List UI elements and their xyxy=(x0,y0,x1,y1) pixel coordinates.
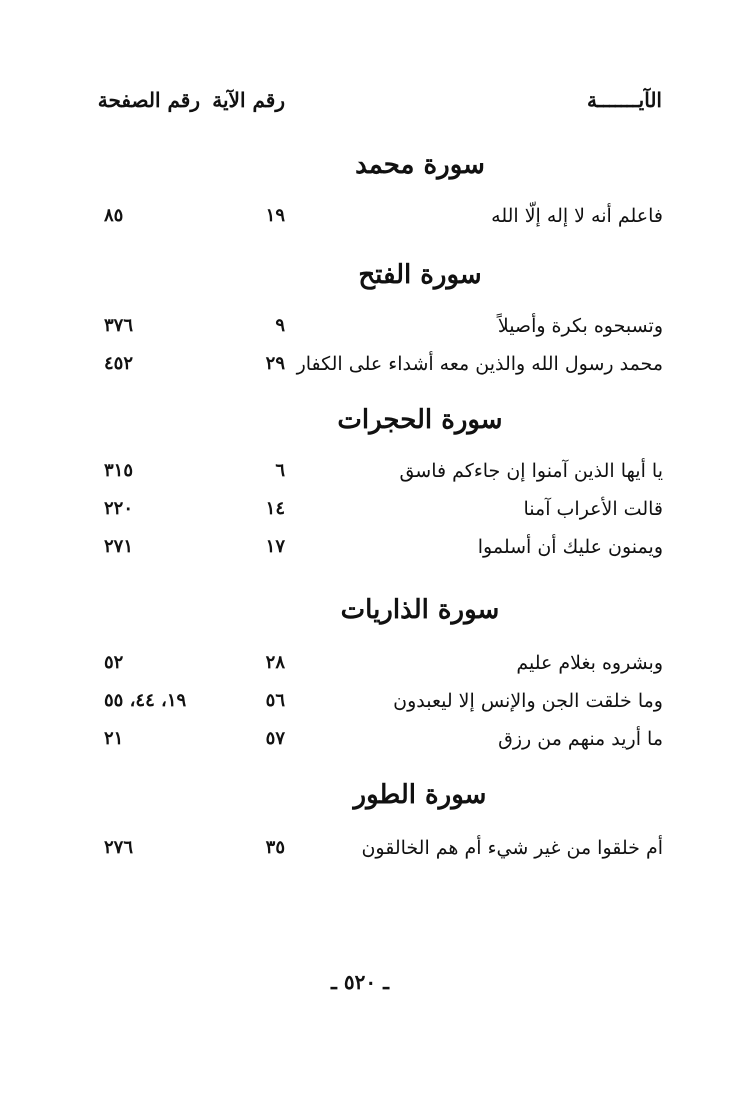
verse-text: أم خلقوا من غير شيء أم هم الخالقون xyxy=(361,837,663,859)
index-row xyxy=(0,652,750,686)
ayah-number: ٢٩ xyxy=(265,353,285,374)
page-reference: ٣٧٦ xyxy=(104,315,134,336)
page-number-column-header: رقم الصفحة xyxy=(97,88,200,112)
index-row xyxy=(0,353,750,387)
page-reference: ٣١٥ xyxy=(104,460,134,481)
verse-column-header: الآيـــــــة xyxy=(586,88,662,112)
ayah-number: ١٩ xyxy=(265,205,285,226)
surah-heading: سورة الطور xyxy=(353,780,487,810)
index-row xyxy=(0,460,750,494)
page-number: ـ ٥٢٠ ـ xyxy=(331,970,389,994)
page-reference: ٨٥ xyxy=(104,205,124,226)
surah-heading: سورة الذاريات xyxy=(340,595,500,625)
index-row xyxy=(0,498,750,532)
verse-text: وما خلقت الجن والإنس إلا ليعبدون xyxy=(393,690,663,712)
ayah-number: ١٤ xyxy=(265,498,285,519)
index-row xyxy=(0,690,750,724)
index-row xyxy=(0,205,750,239)
surah-heading: سورة محمد xyxy=(355,150,485,180)
ayah-number: ٦ xyxy=(275,460,285,481)
ayah-number: ١٧ xyxy=(265,536,285,557)
ayah-number-column-header: رقم الآية xyxy=(212,88,285,112)
ayah-number: ٢٨ xyxy=(265,652,285,673)
page-reference: ٢٧٦ xyxy=(104,837,134,858)
ayah-number: ٣٥ xyxy=(265,837,285,858)
index-row xyxy=(0,728,750,762)
page-reference: ٥٢ xyxy=(104,652,124,673)
index-row xyxy=(0,536,750,570)
page-reference: ٢١ xyxy=(104,728,124,749)
verse-text: محمد رسول الله والذين معه أشداء على الكفار xyxy=(296,353,663,375)
verse-text: ويمنون عليك أن أسلموا xyxy=(477,536,663,558)
verse-text: فاعلم أنه لا إله إلّا الله xyxy=(491,205,663,227)
verse-text: وبشروه بغلام عليم xyxy=(516,652,663,674)
ayah-number: ٥٧ xyxy=(265,728,285,749)
ayah-number: ٥٦ xyxy=(265,690,285,711)
verse-text: يا أيها الذين آمنوا إن جاءكم فاسق xyxy=(399,460,663,482)
verse-text: ما أريد منهم من رزق xyxy=(498,728,663,750)
index-row xyxy=(0,837,750,871)
page-reference: ١٩، ٤٤، ٥٥ xyxy=(104,690,187,711)
page-reference: ٢٧١ xyxy=(104,536,134,557)
surah-heading: سورة الحجرات xyxy=(337,405,503,435)
verse-text: وتسبحوه بكرة وأصيلاً xyxy=(497,315,663,337)
index-row xyxy=(0,315,750,349)
verse-text: قالت الأعراب آمنا xyxy=(523,498,663,520)
page-reference: ٢٢٠ xyxy=(104,498,134,519)
surah-heading: سورة الفتح xyxy=(358,260,482,290)
page-reference: ٤٥٢ xyxy=(104,353,134,374)
ayah-number: ٩ xyxy=(275,315,285,336)
